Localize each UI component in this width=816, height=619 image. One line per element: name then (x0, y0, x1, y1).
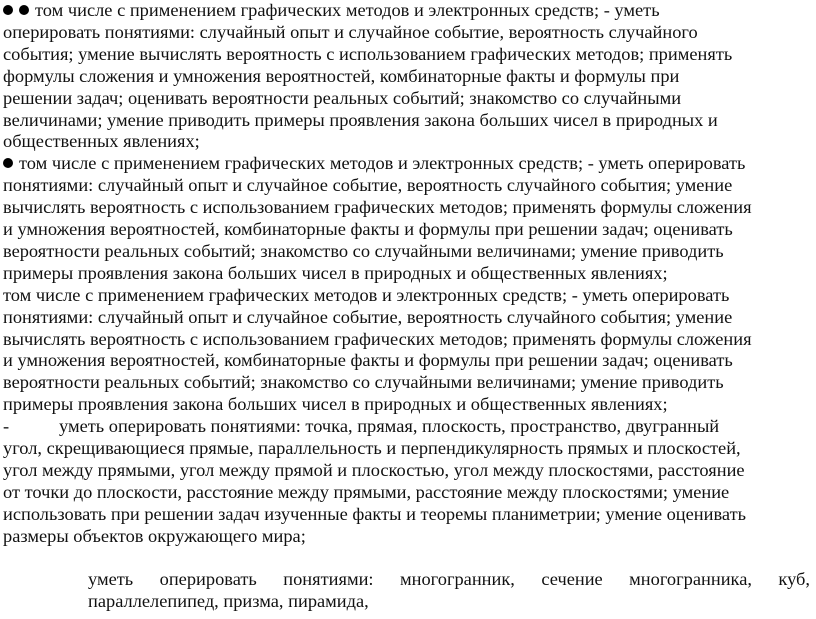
paragraph-2-line-3: вычислять вероятность с использованием графических методов; применять формулы сложения (3, 197, 752, 218)
paragraph-2-line-4: и умножения вероятностей, комбинаторные факты и формулы при решении задач; оценивать (3, 219, 733, 239)
list-dash: - (3, 416, 10, 437)
paragraph-3-line-6: примеры проявления закона больших чисел в природных и общественных явлениях; (3, 394, 668, 415)
paragraph-1-line-3: события; умение вычислять вероятность с использованием графических методов; применять (3, 43, 733, 64)
paragraph-3-line-1: том числе с применением графических методов и электронных средств; - уметь оперировать (3, 284, 730, 305)
paragraph-1-line-4: формулы сложения и умножения вероятностей, комбинаторные факты и формулы при (3, 65, 680, 86)
paragraph-2-line-6: примеры проявления закона больших чисел в природных и общественных явлениях; (3, 262, 668, 283)
paragraph-2-line-5: вероятности реальных событий; знакомство со случайными величинами; умение приводить (3, 240, 724, 261)
paragraph-3-line-2: понятиями: случайный опыт и случайное событие, вероятность случайного события; умение (3, 306, 733, 327)
paragraph-1-line-6: величинами; умение приводить примеры проявления закона больших чисел в природных и (3, 109, 718, 130)
paragraph-4-line-5: использовать при решении задач изученные факты и теоремы планиметрии; умение оценивать (3, 503, 747, 524)
paragraph-5-line-1: уметь оперировать понятиями: многогранник, сечение многогранника, куб, (88, 569, 810, 590)
paragraph-1-line-7: общественных явлениях; (3, 131, 200, 152)
paragraph-4-line-6: размеры объектов окружающего мира; (3, 525, 306, 546)
paragraph-2-line-2: понятиями: случайный опыт и случайное событие, вероятность случайного события; умение (3, 175, 733, 196)
bullet-icon (3, 158, 13, 168)
bullet-icon (3, 5, 13, 15)
paragraph-2-line-1: том числе с применением графических методов и электронных средств; - уметь оперировать (3, 153, 745, 175)
bullet-icon (19, 5, 29, 15)
paragraph-4-line-3: угол между прямыми, угол между прямой и плоскостью, угол между плоскостями, расстояние (3, 459, 745, 480)
paragraph-3-line-4: и умножения вероятностей, комбинаторные факты и формулы при решении задач; оценивать (3, 350, 733, 371)
paragraph-4-line-2: угол, скрещивающиеся прямые, параллельность и перпендикулярность прямых и плоскостей, (3, 438, 741, 458)
paragraph-3-line-3: вычислять вероятность с использованием графических методов; применять формулы сложения (3, 328, 752, 349)
paragraph-4-line-4: от точки до плоскости, расстояние между прямыми, расстояние между плоскостями; умение (3, 481, 730, 502)
paragraph-4-line-1: - уметь оперировать понятиями: точка, прямая, плоскость, пространство, двугранный (3, 416, 720, 437)
paragraph-1-line-5: решении задач; оценивать вероятности реальных событий; знакомство со случайными (3, 87, 682, 108)
paragraph-1-line-2: оперировать понятиями: случайный опыт и случайное событие, вероятность случайного (3, 21, 698, 42)
paragraph-3-line-5: вероятности реальных событий; знакомство со случайными величинами; умение приводить (3, 372, 724, 393)
paragraph-1-line-1: том числе с применением графических методов и электронных средств; - уметь (3, 0, 660, 22)
paragraph-5-line-2: параллелепипед, призма, пирамида, (88, 591, 369, 612)
